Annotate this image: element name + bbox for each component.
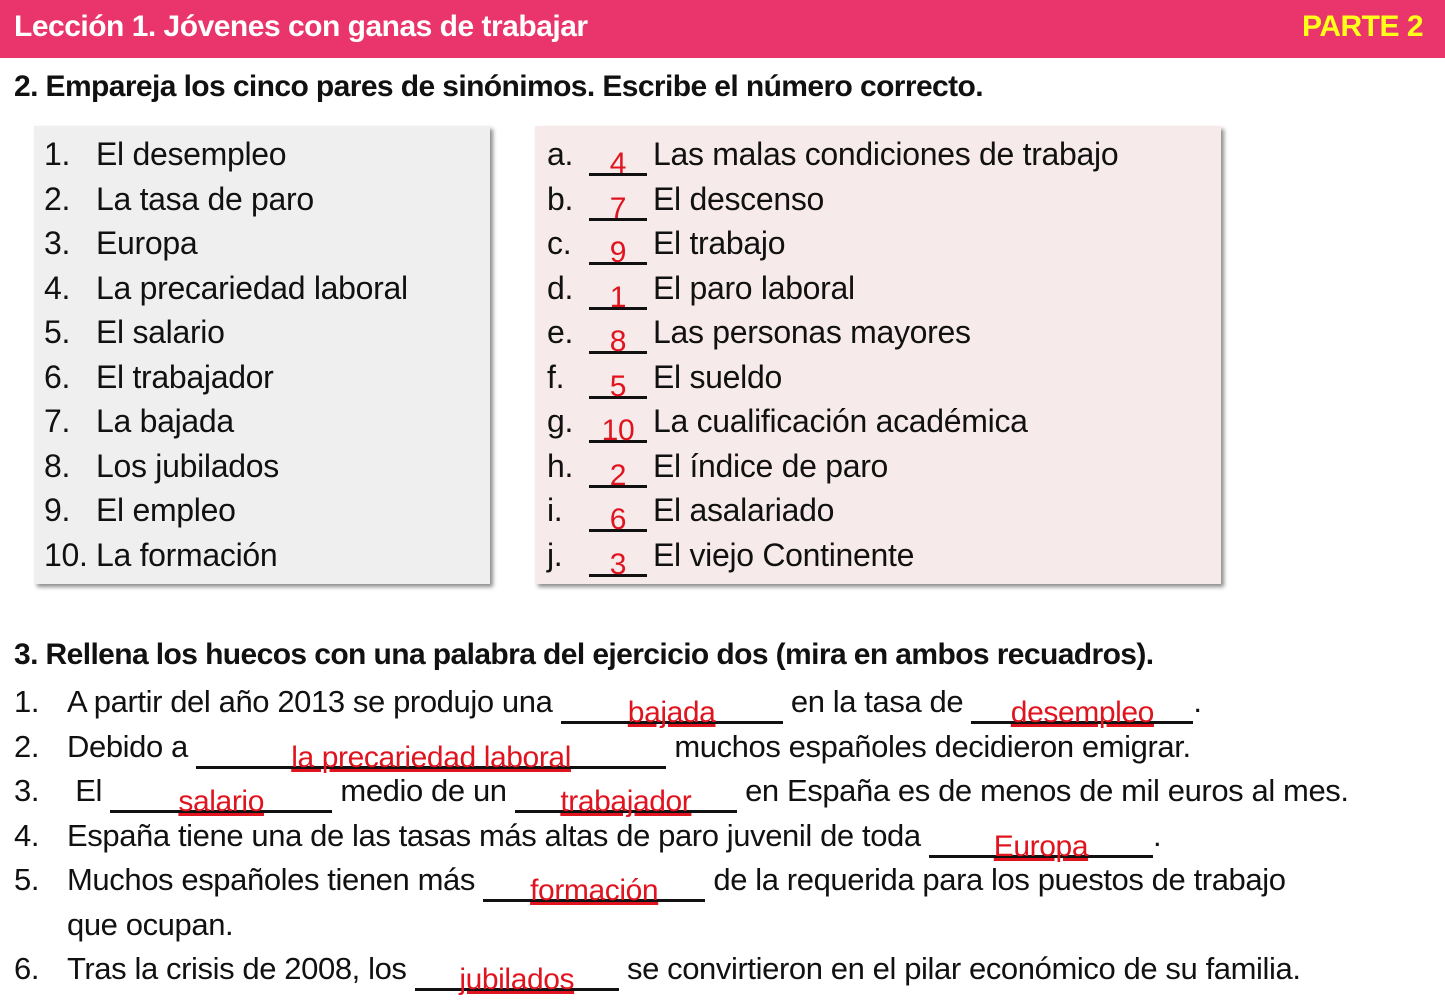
term-number: 3.: [44, 225, 71, 261]
synonym-text: El índice de paro: [653, 447, 889, 484]
answer-number: 5: [609, 369, 627, 403]
sentence-text: Debido a: [67, 728, 197, 764]
synonym-item: [547, 399, 1118, 447]
answer-word: desempleo: [1010, 696, 1154, 729]
answer-number: 4: [609, 147, 627, 180]
answer-blank[interactable]: [589, 277, 647, 314]
term-item: [44, 266, 408, 311]
sentence-number: 6.: [14, 951, 40, 986]
answer-word: salario: [178, 785, 264, 818]
synonym-text: El paro laboral: [653, 269, 855, 306]
exercise3-title: 3. Rellena los huecos con una palabra del ejercicio dos (mira en ambos recuadros).: [14, 638, 1154, 671]
synonym-letter: a.: [547, 136, 574, 172]
synonym-letter: e.: [547, 314, 574, 350]
answer-word: la precariedad laboral: [291, 740, 571, 774]
answer-blank[interactable]: [589, 410, 647, 447]
term-item: [44, 221, 408, 266]
term-item: [44, 132, 408, 177]
sentence-text: se convirtieron en el pilar económico de su familia.: [618, 951, 1301, 986]
synonym-letter: d.: [547, 269, 574, 306]
sentence-row: [14, 725, 1444, 774]
synonym-text: El sueldo: [653, 358, 782, 395]
sentence-number: 4.: [14, 817, 40, 853]
synonym-item: [547, 221, 1118, 269]
term-item: [44, 488, 408, 533]
synonym-letter: f.: [547, 358, 565, 395]
term-text: El desempleo: [96, 136, 287, 172]
synonym-item: [547, 310, 1118, 358]
term-item: [44, 533, 408, 578]
answer-blank[interactable]: [589, 366, 647, 403]
sentence-text: Tras la crisis de 2008, los: [67, 951, 415, 986]
sentence-number: 1.: [14, 684, 40, 719]
answer-number: 9: [609, 236, 627, 269]
synonym-text: El asalariado: [653, 492, 835, 528]
sentence-text: El: [67, 773, 111, 808]
answer-blank[interactable]: [589, 321, 647, 358]
term-item: [44, 399, 408, 444]
answer-blank[interactable]: [589, 188, 647, 225]
synonym-text: La cualificación académica: [653, 403, 1028, 439]
synonym-text: El descenso: [653, 180, 825, 217]
sentence-text: España tiene una de las tasas más altas de paro juvenil de toda: [67, 817, 929, 853]
answer-word: trabajador: [560, 785, 692, 818]
term-text: El trabajador: [96, 358, 274, 395]
term-item: [44, 310, 408, 355]
synonyms-list: [547, 132, 1119, 581]
term-number: 6.: [44, 358, 71, 395]
term-number: 5.: [44, 314, 71, 350]
term-text: La precariedad laboral: [96, 269, 408, 306]
sentence-row: [14, 769, 1444, 818]
synonym-letter: j.: [547, 536, 563, 573]
sentence-number: 3.: [14, 773, 40, 808]
sentence-number: 2.: [14, 728, 40, 764]
term-text: Europa: [96, 225, 198, 261]
sentence-row: [14, 680, 1444, 729]
synonym-text: Las personas mayores: [653, 314, 971, 350]
synonym-text: Las malas condiciones de trabajo: [653, 136, 1119, 172]
term-number: 2.: [44, 180, 71, 217]
term-item: [44, 444, 408, 489]
answer-word: bajada: [627, 696, 716, 729]
synonym-letter: c.: [547, 225, 572, 261]
answer-number: 1: [609, 280, 627, 314]
answer-gap[interactable]: [515, 776, 737, 818]
sentence-text: en España es de menos de mil euros al mes.: [736, 773, 1349, 808]
synonym-text: El viejo Continente: [653, 536, 915, 573]
answer-gap[interactable]: [483, 865, 705, 907]
synonym-letter: h.: [547, 447, 574, 484]
answer-blank[interactable]: [589, 544, 647, 581]
sentence-text: de la requerida para los puestos de trabajo: [705, 862, 1286, 897]
sentence-text: .: [1152, 817, 1162, 853]
synonym-letter: b.: [547, 180, 574, 217]
synonym-letter: i.: [547, 492, 563, 528]
synonym-item: [547, 444, 1118, 492]
term-number: 8.: [44, 447, 71, 484]
answer-number: 7: [609, 191, 627, 225]
synonym-item: [547, 177, 1118, 225]
part-label: PARTE 2: [1302, 10, 1423, 43]
answer-gap[interactable]: [561, 687, 783, 729]
term-text: Los jubilados: [96, 447, 279, 484]
sentence-row: [14, 858, 1444, 907]
answer-blank[interactable]: [589, 143, 647, 180]
term-number: 9.: [44, 492, 71, 528]
synonym-item: [547, 132, 1119, 180]
lesson-title: Lección 1. Jóvenes con ganas de trabajar: [14, 10, 588, 43]
sentence-text: Muchos españoles tienen más: [67, 862, 484, 897]
term-text: El empleo: [96, 492, 236, 528]
answer-gap[interactable]: [929, 821, 1153, 863]
terms-list: [44, 132, 408, 577]
answer-number: 8: [609, 325, 627, 358]
answer-gap[interactable]: [110, 776, 332, 818]
sentence-text: en la tasa de: [782, 684, 972, 719]
answer-blank[interactable]: [589, 455, 647, 492]
sentence-number: 5.: [14, 862, 40, 897]
term-number: 10.: [44, 536, 88, 573]
synonym-item: [547, 266, 1118, 314]
synonym-item: [547, 355, 1118, 403]
sentence-text: muchos españoles decidieron emigrar.: [666, 728, 1191, 764]
answer-number: 6: [609, 503, 627, 536]
term-text: La tasa de paro: [96, 180, 314, 217]
synonyms-box: [535, 126, 1221, 584]
sentence-text: .: [1193, 684, 1202, 719]
synonym-letter: g.: [547, 403, 574, 439]
synonym-text: El trabajo: [653, 225, 786, 261]
answer-number: 3: [609, 547, 627, 581]
answer-word: jubilados: [459, 963, 575, 996]
answer-number: 2: [609, 458, 627, 492]
sentence-row: [14, 814, 1444, 863]
sentence-continuation: que ocupan.: [67, 906, 234, 942]
sentence-row: [14, 947, 1444, 996]
exercise2-title: 2. Empareja los cinco pares de sinónimos. Escribe el número correcto.: [14, 70, 983, 103]
answer-word: Europa: [993, 829, 1089, 863]
term-number: 1.: [44, 136, 71, 172]
term-number: 4.: [44, 269, 71, 306]
term-number: 7.: [44, 403, 71, 439]
answer-gap[interactable]: [971, 687, 1193, 729]
term-text: La formación: [96, 536, 278, 573]
terms-box: [34, 126, 490, 584]
synonym-item: [547, 533, 1118, 581]
term-text: El salario: [96, 314, 225, 350]
answer-number: 10: [601, 414, 635, 447]
sentence-text: medio de un: [332, 773, 515, 808]
answer-blank[interactable]: [589, 232, 647, 269]
term-item: [44, 177, 408, 222]
fill-in-sentences: [14, 680, 1444, 996]
sentence-text: A partir del año 2013 se produjo una: [67, 684, 561, 719]
term-item: [44, 355, 408, 400]
synonym-item: [547, 488, 1118, 536]
term-text: La bajada: [96, 403, 234, 439]
answer-word: formación: [530, 874, 659, 907]
answer-gap[interactable]: [415, 954, 619, 996]
lesson-header: [0, 0, 1445, 58]
answer-blank[interactable]: [589, 499, 647, 536]
answer-gap[interactable]: [196, 732, 666, 774]
